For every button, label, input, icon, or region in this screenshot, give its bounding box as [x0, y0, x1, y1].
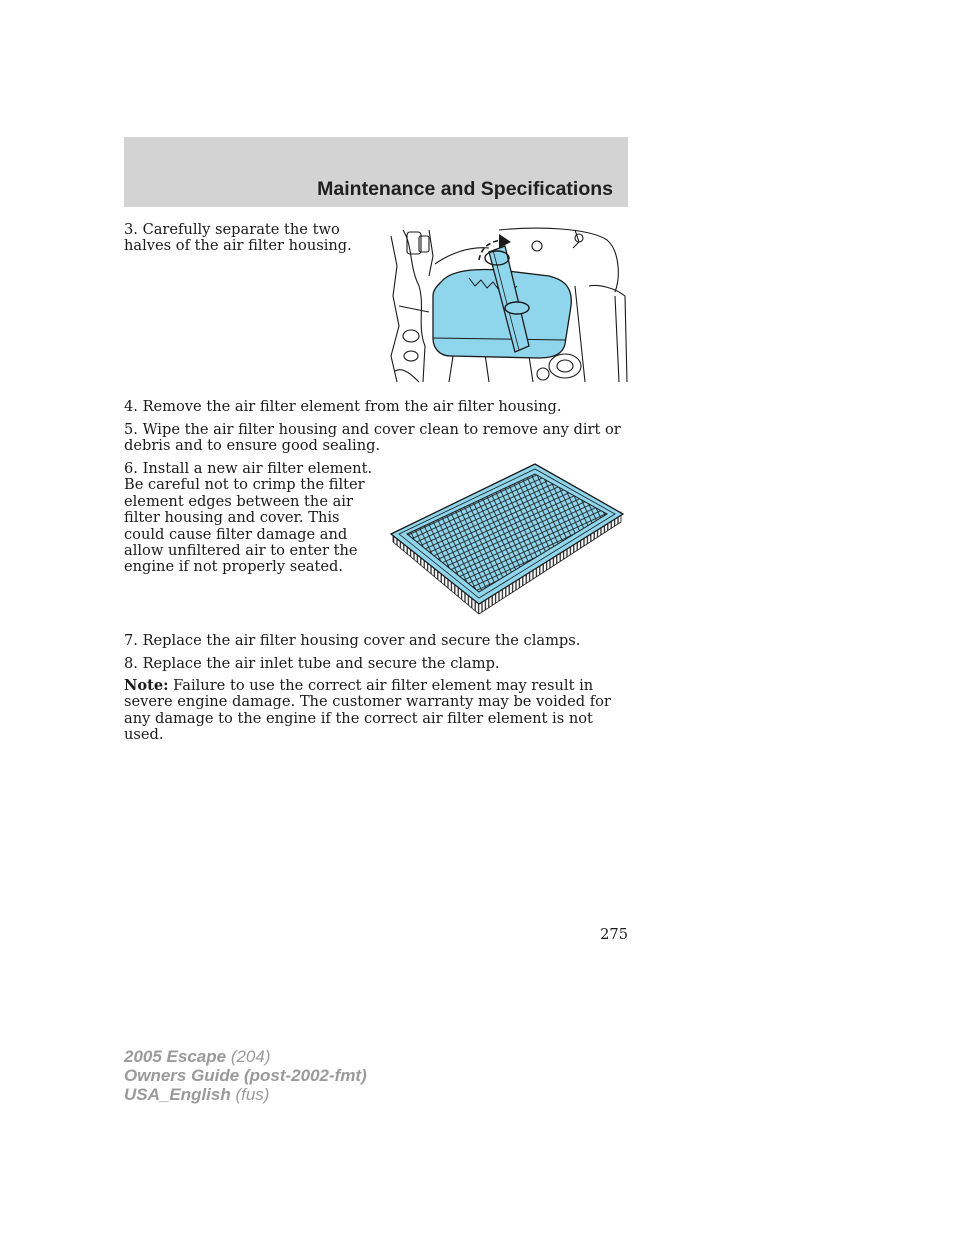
- note-text: Failure to use the correct air filter element may result in severe engine damage. The customer warranty may be voided for any damage to the engine if the correct air filter element is not used.: [124, 677, 611, 744]
- section-header-band: [124, 137, 628, 207]
- step-8-text: 8. Replace the air inlet tube and secure the clamp.: [124, 655, 500, 672]
- footer-line-1: 2005 Escape (204): [124, 1047, 271, 1066]
- document-footer: [124, 1047, 367, 1104]
- step-3-text: 3. Carefully separate the two halves of the air filter housing.: [124, 221, 352, 255]
- step-7-text: 7. Replace the air filter housing cover and secure the clamps.: [124, 632, 581, 649]
- section-title: Maintenance and Specifications: [317, 178, 613, 200]
- step-5-text: 5. Wipe the air filter housing and cover clean to remove any dirt or debris and to ensure good sealing.: [124, 421, 621, 455]
- note-paragraph: [124, 678, 630, 744]
- air-filter-element-illustration: [389, 462, 625, 616]
- footer-line-3: USA_English (fus): [124, 1085, 270, 1104]
- air-filter-housing-illustration: [389, 226, 629, 384]
- step-4-text: 4. Remove the air filter element from the air filter housing.: [124, 398, 562, 415]
- footer-line-2: Owners Guide (post-2002-fmt): [124, 1066, 367, 1085]
- step-6-text: 6. Install a new air filter element. Be careful not to crimp the filter element edges between the air filter housing and cover. This could cause filter damage and allow unfiltered air to enter the engine if not properly seated.: [124, 460, 373, 576]
- note-label: Note:: [124, 677, 169, 694]
- page-number: 275: [600, 926, 628, 943]
